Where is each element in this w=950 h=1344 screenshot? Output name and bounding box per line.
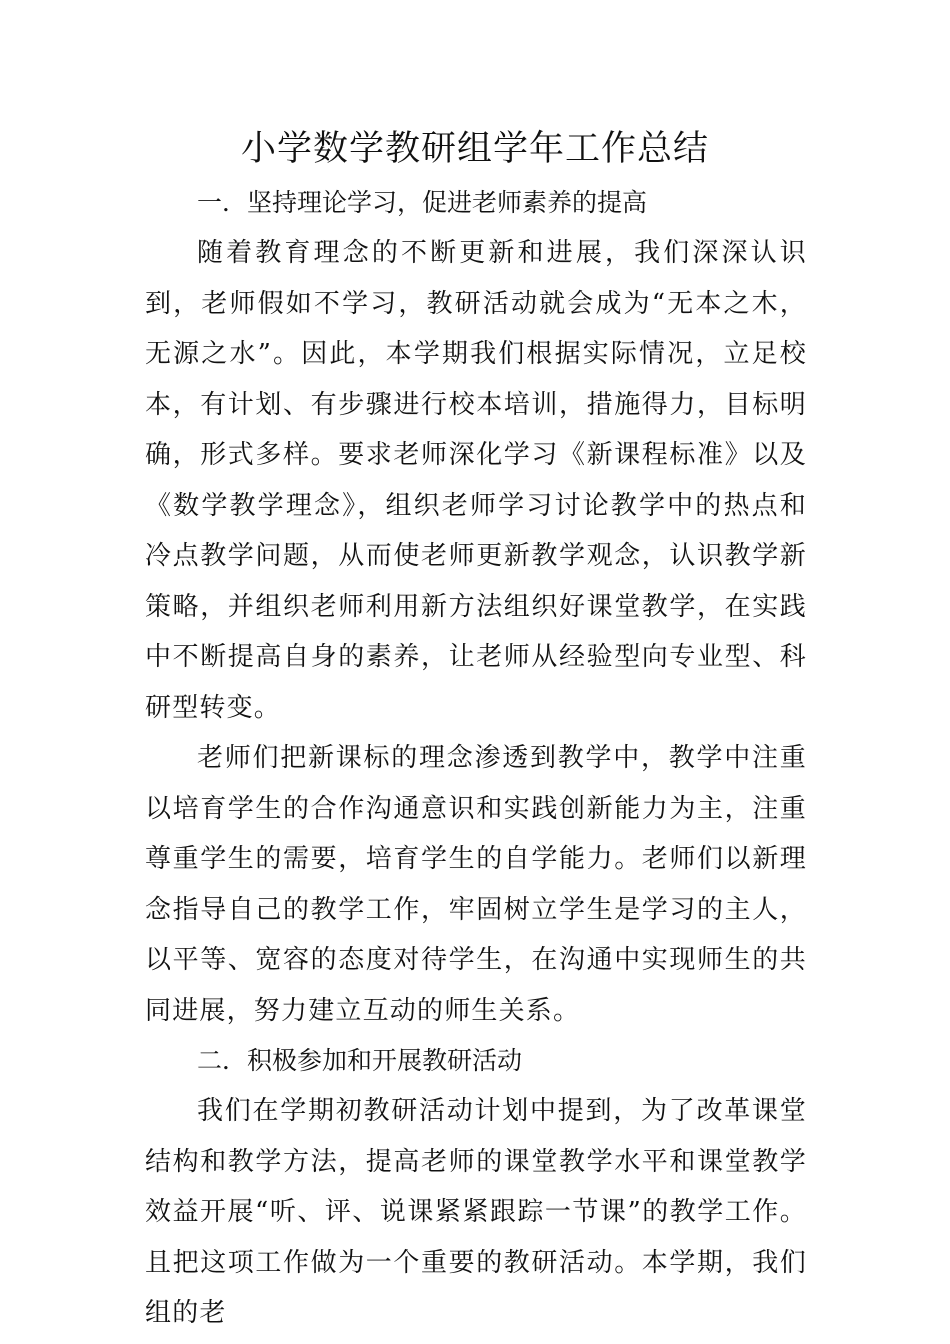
section-heading-1: 一．坚持理论学习，促进老师素养的提高 — [197, 188, 648, 217]
document-body — [145, 178, 807, 1339]
section-1-paragraph-2: 老师们把新课标的理念渗透到教学中，教学中注重以培育学生的合作沟通意识和实践创新能力为主，注重尊重学生的需要，培育学生的自学能力。老师们以新理念指导自己的教学工作，牢固树立学生是学习的主人，以平等、宽容的态度对待学生，在沟通中实现师生的共同进展，努力建立互动的师生关系。 — [145, 743, 807, 1026]
section-2-paragraph-1: 我们在学期初教研活动计划中提到，为了改革课堂结构和教学方法，提高老师的课堂教学水平和课堂教学效益开展“听、评、说课紧紧跟踪一节课”的教学工作。且把这项工作做为一个重要的教研活动。本学期，我们组的老 — [145, 1096, 807, 1328]
document-title: 小学数学教研组学年工作总结 — [240, 129, 709, 169]
section-heading-2: 二．积极参加和开展教研活动 — [197, 1046, 523, 1075]
section-1-paragraph-1: 随着教育理念的不断更新和进展，我们深深认识到，老师假如不学习，教研活动就会成为“无本之木，无源之水”。因此，本学期我们根据实际情况，立足校本，有计划、有步骤进行校本培训，措施得力，目标明确，形式多样。要求老师深化学习《新课程标准》以及《数学教学理念》，组织老师学习讨论教学中的热点和冷点教学问题，从而使老师更新教学观念，认识教学新策略，并组织老师利用新方法组织好课堂教学，在实践中不断提高自身的素养，让老师从经验型向专业型、科研型转变。 — [145, 238, 807, 723]
